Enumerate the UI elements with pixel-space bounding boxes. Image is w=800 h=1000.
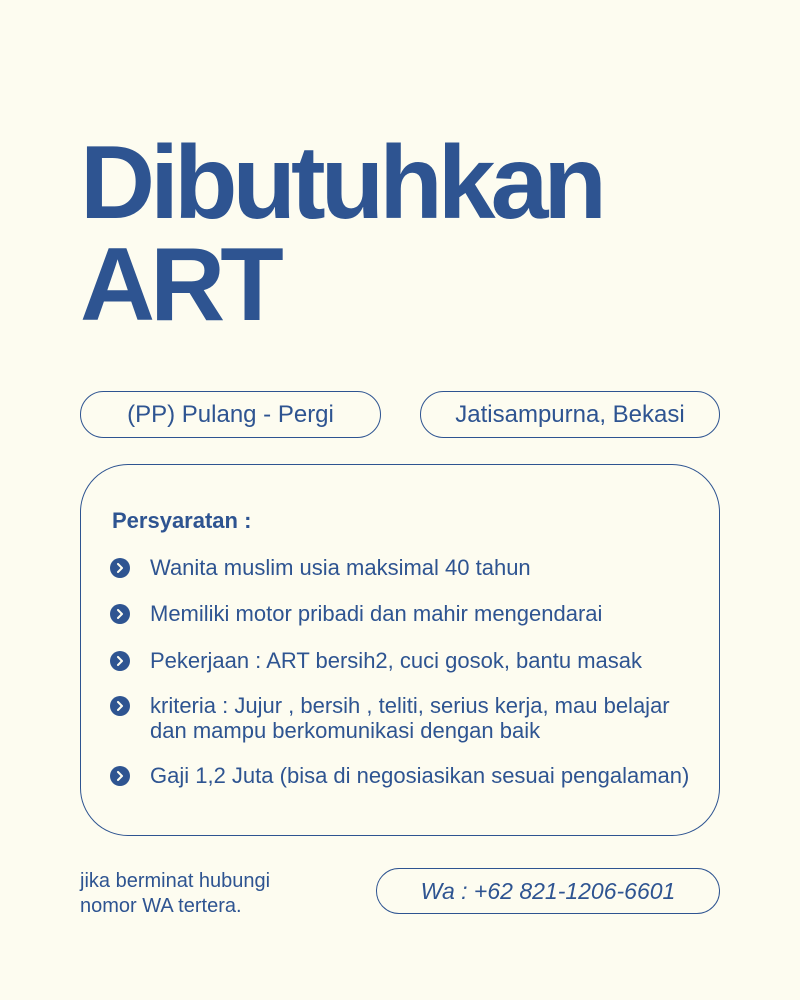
schedule-tag-label: (PP) Pulang - Pergi: [127, 400, 334, 428]
requirement-text: Memiliki motor pribadi dan mahir mengendarai: [150, 601, 603, 626]
requirements-card: [80, 464, 720, 836]
location-tag: [420, 391, 720, 438]
headline-line-2: ART: [80, 227, 279, 343]
schedule-tag: [80, 391, 381, 438]
requirements-title: Persyaratan :: [112, 508, 252, 533]
chevron-right-icon: [110, 651, 130, 671]
requirement-item: [110, 648, 710, 673]
requirement-item: [110, 693, 710, 743]
headline: [80, 125, 602, 343]
whatsapp-contact[interactable]: [376, 868, 720, 914]
requirement-item: [110, 555, 710, 580]
headline-line-1: Dibutuhkan: [80, 125, 602, 241]
contact-note-line-2: nomor WA tertera.: [80, 895, 242, 917]
chevron-right-icon: [110, 604, 130, 624]
requirement-text: Gaji 1,2 Juta (bisa di negosiasikan sesuai pengalaman): [150, 763, 690, 788]
whatsapp-number[interactable]: Wa : +62 821-1206-6601: [420, 877, 676, 904]
requirement-text: kriteria : Jujur , bersih , teliti, serius kerja, mau belajar dan mampu berkomunikasi dengan baik: [150, 693, 670, 743]
location-tag-label: Jatisampurna, Bekasi: [455, 400, 685, 428]
requirement-item: [110, 763, 710, 788]
contact-note-line-1: jika berminat hubungi: [80, 870, 271, 892]
chevron-right-icon: [110, 766, 130, 786]
requirement-text: Pekerjaan : ART bersih2, cuci gosok, bantu masak: [150, 648, 643, 673]
contact-note: [80, 869, 270, 919]
chevron-right-icon: [110, 558, 130, 578]
requirement-text: Wanita muslim usia maksimal 40 tahun: [150, 555, 531, 580]
requirement-item: [110, 601, 710, 626]
chevron-right-icon: [110, 696, 130, 716]
